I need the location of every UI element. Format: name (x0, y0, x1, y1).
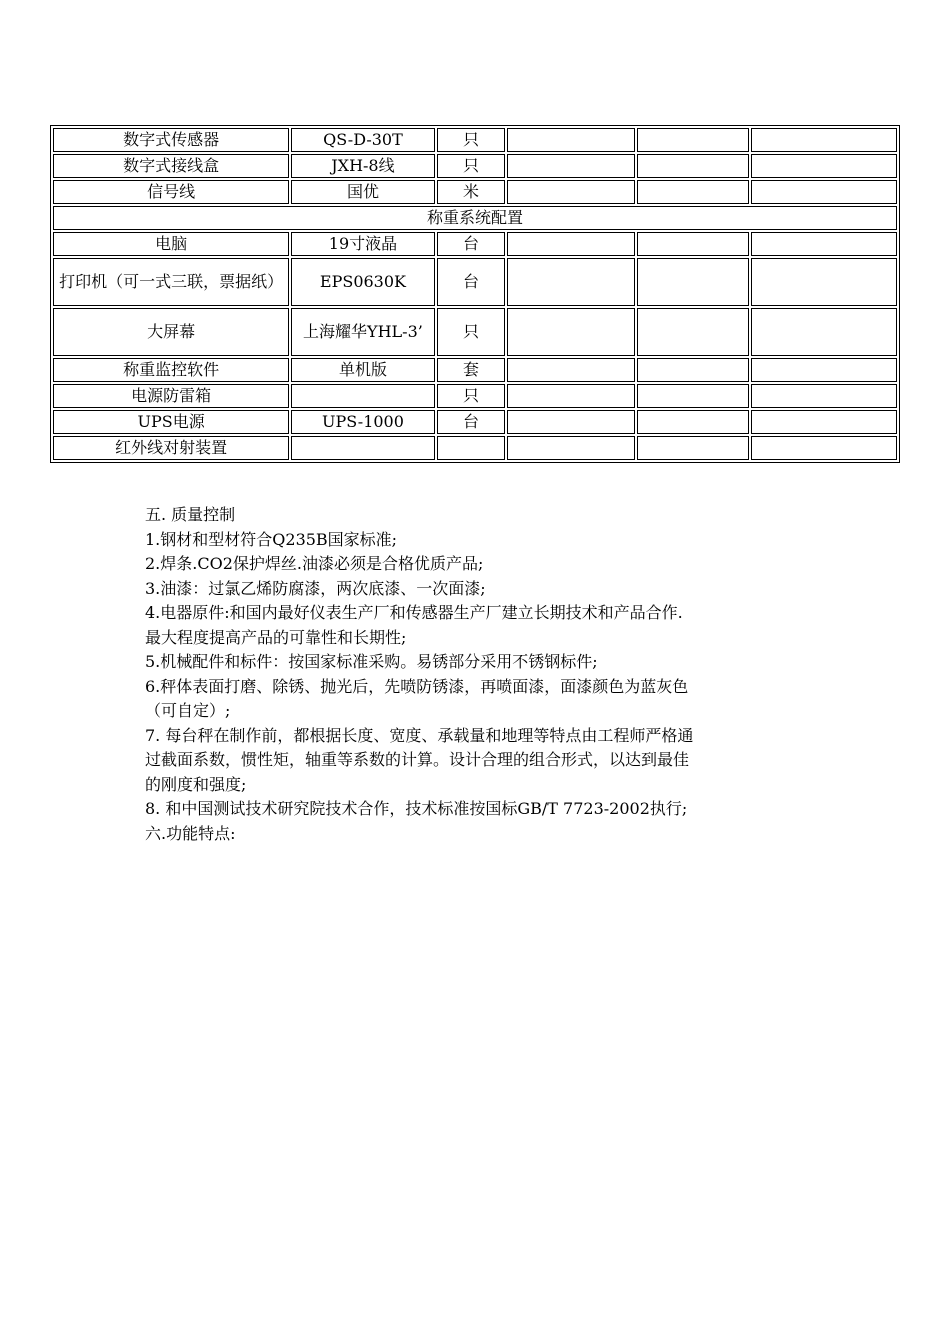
item-unit: 只 (437, 308, 506, 356)
empty-cell (507, 180, 634, 204)
note-line: （可自定）; (145, 701, 231, 720)
item-name: 电脑 (53, 232, 289, 256)
section-heading-quality: 五. 质量控制 (145, 505, 236, 524)
item-name: 红外线对射装置 (53, 436, 289, 460)
empty-cell (751, 358, 897, 382)
empty-cell (637, 258, 749, 306)
empty-cell (637, 410, 749, 434)
empty-cell (637, 232, 749, 256)
item-unit: 米 (437, 180, 506, 204)
table-row (53, 358, 897, 382)
item-model: JXH-8线 (291, 154, 434, 178)
item-unit: 只 (437, 128, 506, 152)
empty-cell (507, 258, 634, 306)
table-row (53, 154, 897, 178)
table-row (53, 308, 897, 356)
item-model: 国优 (291, 180, 434, 204)
empty-cell (637, 128, 749, 152)
note-line: 3.油漆：过氯乙烯防腐漆，两次底漆、一次面漆; (145, 578, 486, 598)
item-name: 打印机（可一式三联，票据纸） (53, 258, 289, 306)
item-model: UPS-1000 (291, 410, 434, 434)
note-line: 6.秤体表面打磨、除锈、抛光后，先喷防锈漆，再喷面漆，面漆颜色为蓝灰色 (145, 676, 689, 696)
empty-cell (751, 410, 897, 434)
note-line: 的刚度和强度; (145, 774, 247, 794)
empty-cell (507, 358, 634, 382)
item-model: 19寸液晶 (291, 232, 434, 256)
empty-cell (507, 154, 634, 178)
item-unit: 台 (437, 232, 506, 256)
empty-cell (637, 436, 749, 460)
empty-cell (637, 308, 749, 356)
note-line: 4.电器原件:和国内最好仪表生产厂和传感器生产厂建立长期技术和产品合作. (145, 603, 683, 622)
note-line: 8. 和中国测试技术研究院技术合作，技术标准按国标GB/T 7723-2002执行; (145, 799, 688, 818)
item-model: 上海耀华YHL-3’ (291, 308, 434, 356)
item-name: 数字式传感器 (53, 128, 289, 152)
item-model: 单机版 (291, 358, 434, 382)
empty-cell (507, 308, 634, 356)
empty-cell (637, 180, 749, 204)
item-name: 电源防雷箱 (53, 384, 289, 408)
empty-cell (751, 232, 897, 256)
table-row (53, 232, 897, 256)
empty-cell (507, 436, 634, 460)
empty-cell (507, 384, 634, 408)
note-line: 过截面系数，惯性矩，轴重等系数的计算。设计合理的组合形式，以达到最佳 (145, 750, 690, 769)
note-line: 2.焊条.CO2保护焊丝.油漆必须是合格优质产品; (145, 554, 484, 573)
table-row (53, 436, 897, 460)
section-heading-features: 六.功能特点: (145, 823, 236, 843)
item-model (291, 436, 434, 460)
empty-cell (751, 128, 897, 152)
empty-cell (507, 232, 634, 256)
empty-cell (751, 436, 897, 460)
item-model: EPS0630K (291, 258, 434, 306)
quality-notes (145, 503, 825, 846)
item-unit: 套 (437, 358, 506, 382)
empty-cell (637, 358, 749, 382)
item-name: 数字式接线盒 (53, 154, 289, 178)
item-name: 信号线 (53, 180, 289, 204)
item-model (291, 384, 434, 408)
item-name: UPS电源 (53, 410, 289, 434)
item-model: QS-D-30T (291, 128, 434, 152)
empty-cell (751, 384, 897, 408)
note-line: 7. 每台秤在制作前，都根据长度、宽度、承载量和地理等特点由工程师严格通 (145, 725, 694, 745)
empty-cell (751, 308, 897, 356)
item-unit: 只 (437, 154, 506, 178)
item-name: 大屏幕 (53, 308, 289, 356)
note-line: 1.钢材和型材符合Q235B国家标准; (145, 529, 398, 549)
empty-cell (637, 154, 749, 178)
item-name: 称重监控软件 (53, 358, 289, 382)
empty-cell (507, 128, 634, 152)
note-line: 5.机械配件和标件：按国家标准采购。易锈部分采用不锈钢标件; (145, 652, 598, 671)
empty-cell (751, 180, 897, 204)
note-line: 最大程度提高产品的可靠性和长期性; (145, 627, 407, 647)
table-row (53, 258, 897, 306)
item-unit (437, 436, 506, 460)
item-unit: 台 (437, 410, 506, 434)
section-row (53, 206, 897, 230)
empty-cell (637, 384, 749, 408)
table-row (53, 384, 897, 408)
empty-cell (751, 154, 897, 178)
empty-cell (507, 410, 634, 434)
equipment-table (50, 125, 900, 463)
table-row (53, 410, 897, 434)
table-row (53, 180, 897, 204)
section-title: 称重系统配置 (53, 206, 897, 230)
item-unit: 只 (437, 384, 506, 408)
empty-cell (751, 258, 897, 306)
item-unit: 台 (437, 258, 506, 306)
table-row (53, 128, 897, 152)
